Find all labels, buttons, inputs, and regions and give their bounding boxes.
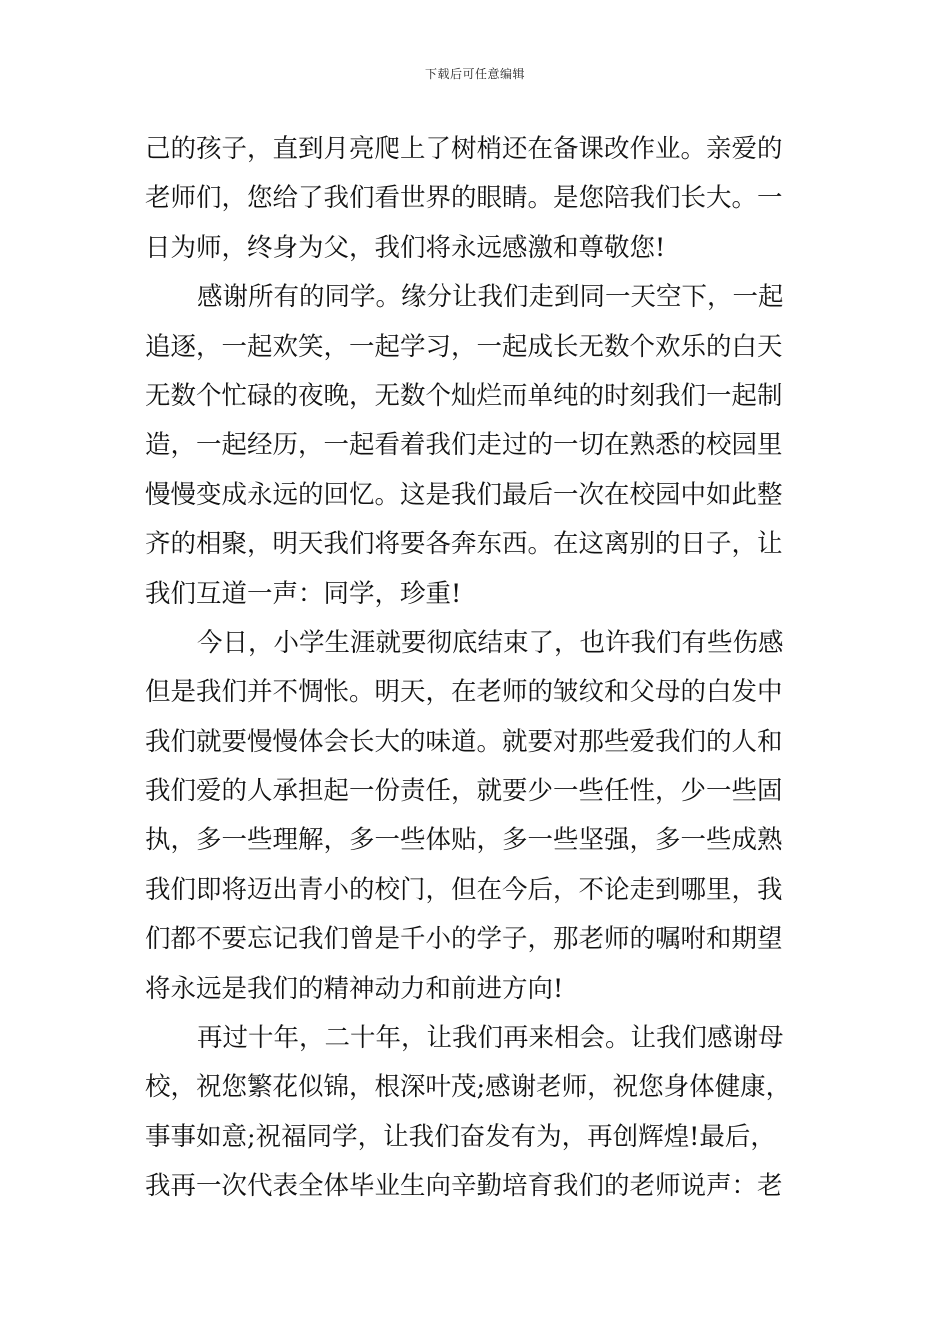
text-line: 造，一起经历，一起看着我们走过的一切在熟悉的校园里 <box>145 430 783 461</box>
text-line: 己的孩子，直到月亮爬上了树梢还在备课改作业。亲爱的 <box>145 134 783 164</box>
text-line: 我们就要慢慢体会长大的味道。就要对那些爱我们的人和 <box>145 726 783 757</box>
text-line: 将永远是我们的精神动力和前进方向! <box>145 973 564 1004</box>
text-line: 我再一次代表全体毕业生向辛勤培育我们的老师说声：老 <box>145 1171 783 1202</box>
text-line: 日为师，终身为父，我们将永远感激和尊敬您! <box>145 232 666 263</box>
text-line: 无数个忙碌的夜晚，无数个灿烂而单纯的时刻我们一起制 <box>145 380 783 411</box>
text-line: 慢慢变成永远的回忆。这是我们最后一次在校园中如此整 <box>145 479 783 510</box>
text-line: 我们互道一声：同学，珍重! <box>145 578 462 609</box>
text-line: 齐的相聚，明天我们将要各奔东西。在这离别的日子，让 <box>145 529 783 560</box>
text-line: 但是我们并不惆怅。明天，在老师的皱纹和父母的白发中 <box>145 677 783 708</box>
text-line: 们都不要忘记我们曾是千小的学子，那老师的嘱咐和期望 <box>145 924 783 955</box>
text-line: 老师们，您给了我们看世界的眼睛。是您陪我们长大。一 <box>145 183 783 214</box>
paragraph-start-line: 今日，小学生涯就要彻底结束了，也许我们有些伤感 <box>197 627 784 658</box>
text-line: 执，多一些理解，多一些体贴，多一些坚强，多一些成熟 <box>145 825 783 856</box>
document-body <box>145 125 807 1212</box>
paragraph-start-line: 感谢所有的同学。缘分让我们走到同一天空下，一起 <box>197 282 784 313</box>
text-line: 我们爱的人承担起一份责任，就要少一些任性，少一些固 <box>145 776 783 807</box>
page-header: 下载后可任意编辑 <box>424 67 525 81</box>
text-line: 校，祝您繁花似锦，根深叶茂;感谢老师，祝您身体健康， <box>145 1072 792 1103</box>
text-line: 事事如意;祝福同学，让我们奋发有为，再创辉煌!最后， <box>145 1121 776 1152</box>
text-line: 追逐，一起欢笑，一起学习，一起成长无数个欢乐的白天 <box>145 331 783 362</box>
text-line: 我们即将迈出青小的校门，但在今后，不论走到哪里，我 <box>145 874 783 905</box>
paragraph-start-line: 再过十年，二十年，让我们再来相会。让我们感谢母 <box>197 1023 784 1054</box>
